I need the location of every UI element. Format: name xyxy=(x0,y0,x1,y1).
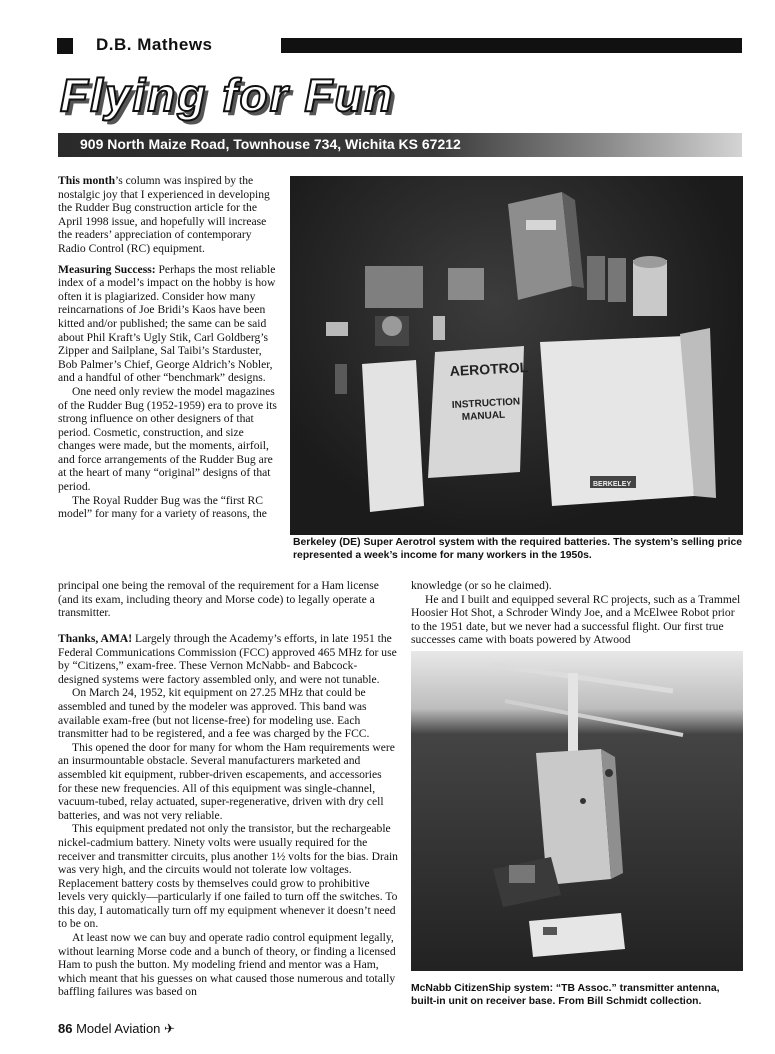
paragraph-text: Largely through the Academy’s efforts, in late 1951 the Federal Communications Commission (FCC) approved 465 MHz for use by “Citizens,” exam-free. These Vernon McNabb- and Babcock-designed systems were factory assembled only, and were not tunable. xyxy=(58,632,397,686)
paragraph-text: He and I built and equipped several RC projects, such as a Trammel Hoosier Hot Shot, a Schroder Windy Joe, and a McElwee Robot prior to the 1951 date, but we never had a successful flight. Our first true successes came with boats powered by Atwood xyxy=(411,592,741,647)
column-title: Flying for Fun xyxy=(60,69,395,121)
paragraph-thanks-ama xyxy=(58,632,398,686)
paragraph-text: On March 24, 1952, kit equipment on 27.25 MHz that could be assembled and tuned by the modeler was approved. This band was available exam-free (but not license-free) for modeling use. Each transmitter had to be registered, and a fee was charged by the FCC. xyxy=(58,686,370,741)
left-column xyxy=(58,174,280,521)
figure2-caption: McNabb CitizenShip system: “TB Assoc.” transmitter antenna, built-in unit on receiver base. From Bill Schmidt collection. xyxy=(411,983,720,1007)
paragraph-continuation: principal one being the removal of the requirement for a Ham license (and its exam, including theory and Morse code) to legally operate a transmitter. xyxy=(58,579,379,620)
paragraph-predated-transistor xyxy=(58,822,398,931)
subhead-measuring-success: Measuring Success: xyxy=(58,262,156,276)
paragraph-at-least-now xyxy=(58,931,398,999)
photo-super-aerotrol xyxy=(290,176,743,535)
paragraph-intro xyxy=(58,174,280,256)
photo-citizenship-illustration xyxy=(411,651,743,971)
paragraph-royal-rudder-bug xyxy=(58,494,280,521)
manual-title-line1: INSTRUCTION xyxy=(451,396,521,411)
author-marker xyxy=(57,38,73,54)
paragraph-ham-obstacle xyxy=(58,741,398,823)
paragraph-text: At least now we can buy and operate radio control equipment legally, without learning Morse code and a bunch of theory, or finding a licensed Ham to push the button. My modeling friend and mentor was a Ham, which meant that his guesses on what caused those numerous and totally baffling failures was based on xyxy=(58,931,396,999)
paragraph-text: knowledge (or so he claimed). xyxy=(411,579,552,592)
paragraph-built-projects xyxy=(411,593,741,647)
page-footer xyxy=(58,1021,175,1037)
figure1-caption: Berkeley (DE) Super Aerotrol system with the required batteries. The system’s selling price represented a week’s income for many workers in the 1950s. xyxy=(293,537,743,561)
paragraph-measuring xyxy=(58,263,280,385)
plane-icon: ✈ xyxy=(164,1021,175,1036)
paragraph-text: The Royal Rudder Bug was the “first RC model” for many for a variety of reasons, the xyxy=(58,493,267,521)
right-column xyxy=(411,579,741,647)
subhead-thanks-ama: Thanks, AMA! xyxy=(58,632,133,645)
magazine-name: Model Aviation xyxy=(76,1021,161,1036)
header-rule xyxy=(281,38,742,53)
page-number: 86 xyxy=(58,1021,73,1036)
manual-brand-text: AEROTROL xyxy=(449,358,529,379)
paragraph-knowledge xyxy=(411,579,741,593)
photo-super-aerotrol-illustration xyxy=(290,176,743,535)
brochure-brand-text: BERKELEY xyxy=(593,481,632,488)
paragraph-march-1952 xyxy=(58,686,398,740)
lead-in: This month xyxy=(58,174,116,187)
thanks-ama-section xyxy=(58,632,398,999)
paragraph-text: This opened the door for many for whom the Ham requirements were an insurmountable obstacle. Several manufacturers marketed and assembled kit equipment, rubber-driven escapements, and accessories for these new frequencies. All of this equipment was single-channel, vacuum-tubed, relay actuated, super-regenerative, driven with dry cell batteries, and was not very reliable. xyxy=(58,740,395,822)
author-address: 909 North Maize Road, Townhouse 734, Wichita KS 67212 xyxy=(80,136,461,152)
paragraph-text: ’s column was inspired by the nostalgic joy that I experienced in developing the Rudder Bug construction article for the April 1998 issue, and hopefully will increase the readers’ appreciation of contemporary Radio Control (RC) equipment. xyxy=(58,174,270,255)
paragraph-text: Perhaps the most reliable index of a model’s impact on the hobby is how often it is plagiarized. Consider how many reincarnations of Joe Bridi’s Kaos have been kitted and/or published; the same can be said about Phil Kraft’s Ugly Stik, Carl Goldberg’s Zipper and Sailplane, Sal Taibi’s Starduster, Bob Palmer’s Chief, George Aldrich’s Nobler, and a handful of other “benchmark” designs. xyxy=(58,262,276,385)
author-name: D.B. Mathews xyxy=(96,35,213,54)
paragraph-rudder-bug-era xyxy=(58,385,280,494)
paragraph-text: One need only review the model magazines of the Rudder Bug (1952-1959) era to prove its strong influence on other designers of that period. Cosmetic, construction, and size changes were made, but the moments, airfoil, and force arrangements of the Rudder Bug are at the heart of many “original” designs of that period. xyxy=(58,384,277,494)
paragraph-text: This equipment predated not only the transistor, but the rechargeable nickel-cadmium battery. Ninety volts were usually required for the receiver and transmitter circuits, plus another 1½ volts for the bias. Drain was very high, and the circuits would not tolerate low voltages. Replacement battery costs by themselves could grow to prohibitive levels very quickly—particularly if one failed to turn off the switches. To this day, I automatically turn off my equipment whenever it doesn’t need to be on. xyxy=(58,822,398,931)
manual-title-line2: MANUAL xyxy=(461,409,506,423)
photo-citizenship-system xyxy=(411,651,743,971)
